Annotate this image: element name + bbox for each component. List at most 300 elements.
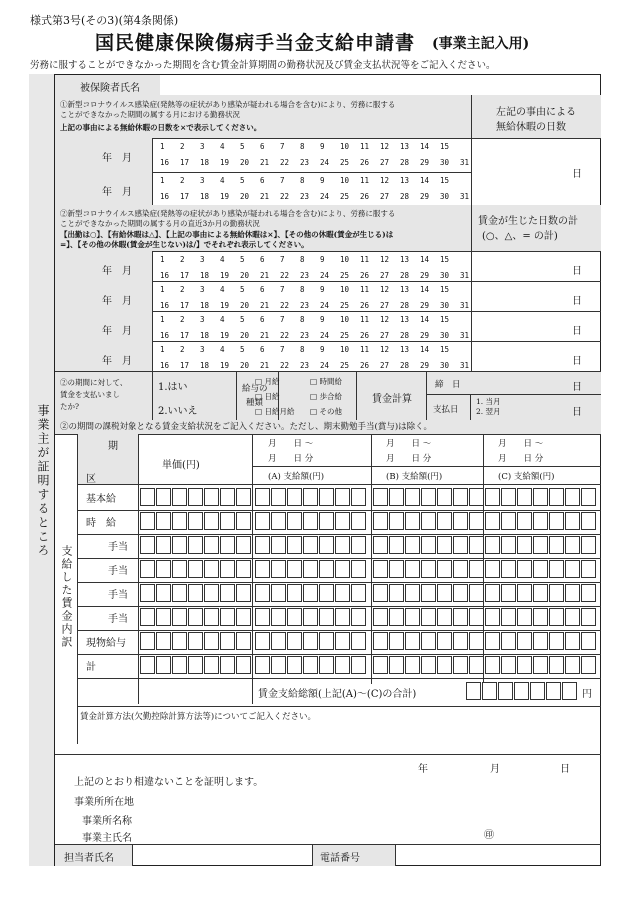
unit-price-digit-box[interactable] [220,536,235,554]
amount-digit-box[interactable] [565,608,580,626]
amount-digit-box[interactable] [581,656,596,674]
unit-price-digit-box[interactable] [140,584,155,602]
amount-digit-box[interactable] [565,488,580,506]
amount-digit-box[interactable] [533,608,548,626]
amount-digit-box[interactable] [319,632,334,650]
rule-line [152,372,153,420]
section2-note: 【出勤は○】、【有給休暇は△】、【上記の事由による無給休暇は×】、【その他の休暇(賃金が生じる)は [60,230,394,239]
amount-digit-box[interactable] [319,512,334,530]
days-row-2[interactable]: 16 17 18 19 20 21 22 23 24 25 26 27 28 29 30 31 [160,192,470,201]
amount-digit-box[interactable] [437,536,452,554]
days-row-1[interactable]: 1 2 3 4 5 6 7 8 9 10 11 12 13 14 15 [160,142,450,151]
unit-price-digit-box[interactable] [188,584,203,602]
amount-digit-box[interactable] [303,536,318,554]
amount-digit-box[interactable] [501,656,516,674]
amount-digit-box[interactable] [271,608,286,626]
amount-digit-box[interactable] [453,488,468,506]
unit-price-digit-box[interactable] [172,488,187,506]
sidebar [29,74,55,866]
amount-digit-box[interactable] [405,608,420,626]
amount-digit-box[interactable] [335,584,350,602]
amount-digit-box[interactable] [453,656,468,674]
unit-price-digit-box[interactable] [220,584,235,602]
month-label: 年 月 [102,153,132,164]
amount-digit-box[interactable] [421,608,436,626]
amount-digit-box[interactable] [517,632,532,650]
amount-digit-box[interactable] [255,632,270,650]
unit-price-digit-box[interactable] [140,512,155,530]
amount-digit-box[interactable] [485,584,500,602]
amount-digit-box[interactable] [421,632,436,650]
month-label: 年 月 [102,356,132,367]
amount-digit-box[interactable] [533,512,548,530]
days-row-1[interactable]: 1 2 3 4 5 6 7 8 9 10 11 12 13 14 15 [160,176,450,185]
amount-digit-box[interactable] [533,584,548,602]
rule-line [78,706,601,707]
amount-digit-box[interactable] [469,536,484,554]
section2-right-label: (○、△、= の計) [482,231,558,242]
total-digit-box[interactable] [466,682,481,700]
amount-digit-box[interactable] [389,536,404,554]
amount-digit-box[interactable] [437,512,452,530]
amount-digit-box[interactable] [485,488,500,506]
amount-digit-box[interactable] [373,488,388,506]
amount-digit-box[interactable] [501,584,516,602]
amount-digit-box[interactable] [421,488,436,506]
amount-digit-box[interactable] [335,560,350,578]
amount-digit-box[interactable] [469,584,484,602]
amount-digit-box[interactable] [287,656,302,674]
amount-digit-box[interactable] [565,656,580,674]
amount-digit-box[interactable] [437,608,452,626]
section2-text: ことができなかった期間の属する月の直近3か月の勤務状況 [60,219,260,228]
amount-digit-box[interactable] [517,488,532,506]
amount-digit-box[interactable] [351,632,366,650]
rule-line [78,654,601,655]
amount-digit-box[interactable] [287,512,302,530]
rule-line [78,558,601,559]
amount-digit-box[interactable] [485,536,500,554]
amount-digit-box[interactable] [453,536,468,554]
amount-digit-box[interactable] [453,512,468,530]
wage-row-label: 手当 [108,590,128,601]
unit-price-digit-box[interactable] [188,512,203,530]
amount-digit-box[interactable] [351,512,366,530]
unit-price-digit-box[interactable] [172,584,187,602]
amount-digit-box[interactable] [271,536,286,554]
amount-digit-box[interactable] [303,512,318,530]
unit-price-digit-box[interactable] [204,608,219,626]
amount-digit-box[interactable] [485,632,500,650]
amount-digit-box[interactable] [469,560,484,578]
unit-price-digit-box[interactable] [156,656,171,674]
total-digit-box[interactable] [546,682,561,700]
amount-digit-box[interactable] [335,656,350,674]
wage-row-label: 基本給 [86,494,116,505]
amount-digit-box[interactable] [549,632,564,650]
unit-price-digit-box[interactable] [172,632,187,650]
unit-price-digit-box[interactable] [172,560,187,578]
unit-price-digit-box[interactable] [188,536,203,554]
amount-digit-box[interactable] [437,632,452,650]
unit-price-digit-box[interactable] [236,512,251,530]
amount-digit-box[interactable] [351,536,366,554]
amount-digit-box[interactable] [469,512,484,530]
days-row-1[interactable]: 1 2 3 4 5 6 7 8 9 10 11 12 13 14 15 [160,315,450,324]
unit-price-digit-box[interactable] [220,608,235,626]
calc-method-field[interactable] [80,724,598,754]
unit-price-digit-box[interactable] [204,584,219,602]
unit-price-digit-box[interactable] [236,632,251,650]
amount-digit-box[interactable] [485,656,500,674]
amount-digit-box[interactable] [335,488,350,506]
amount-digit-box[interactable] [303,656,318,674]
unit-price-digit-box[interactable] [236,656,251,674]
payment-question: 賃金を支払いまし [60,390,120,399]
unit-price-digit-box[interactable] [140,632,155,650]
amount-digit-box[interactable] [421,560,436,578]
amount-digit-box[interactable] [255,584,270,602]
amount-digit-box[interactable] [421,584,436,602]
amount-digit-box[interactable] [351,656,366,674]
amount-digit-box[interactable] [405,488,420,506]
pay-day-label: 支払日 [433,405,459,415]
insured-name-label: 被保険者氏名 [80,83,140,94]
unit-price-digit-box[interactable] [172,536,187,554]
amount-digit-box[interactable] [453,632,468,650]
unit-price-digit-box[interactable] [140,536,155,554]
unit-price-digit-box[interactable] [220,632,235,650]
amount-digit-box[interactable] [549,512,564,530]
period-range: 月 日 分 [386,454,432,464]
amount-digit-box[interactable] [271,632,286,650]
amount-digit-box[interactable] [373,656,388,674]
rule-line [252,434,253,704]
total-digit-box[interactable] [498,682,513,700]
unit-price-digit-box[interactable] [188,632,203,650]
amount-digit-box[interactable] [405,632,420,650]
amount-digit-box[interactable] [421,656,436,674]
amount-digit-box[interactable] [565,560,580,578]
wage-side-label: 支給した賃金内訳 [60,545,73,649]
amount-digit-box[interactable] [533,560,548,578]
unit-price-digit-box[interactable] [236,608,251,626]
payment-yes: 1.はい [158,382,188,393]
rule-line [78,534,601,535]
amount-digit-box[interactable] [271,584,286,602]
section1-text: ①新型コロナウイルス感染症(発熱等の症状があり感染が疑われる場合を含む)により、労務に服する [60,100,396,109]
amount-digit-box[interactable] [351,488,366,506]
amount-digit-box[interactable] [287,536,302,554]
amount-digit-box[interactable] [437,584,452,602]
unit-price-digit-box[interactable] [188,488,203,506]
amount-digit-box[interactable] [517,560,532,578]
days-row-1[interactable]: 1 2 3 4 5 6 7 8 9 10 11 12 13 14 15 [160,345,450,354]
amount-digit-box[interactable] [469,488,484,506]
unit-price-digit-box[interactable] [236,584,251,602]
month-label: 年 月 [102,187,132,198]
amount-digit-box[interactable] [389,560,404,578]
amount-digit-box[interactable] [517,656,532,674]
amount-digit-box[interactable] [421,512,436,530]
section1-note: 上記の事由による無給休暇の日数を×で表示してください。 [60,123,262,132]
amount-digit-box[interactable] [389,608,404,626]
wage-row-label: 現物給与 [86,638,126,649]
days-row-2[interactable]: 16 17 18 19 20 21 22 23 24 25 26 27 28 29 30 31 [160,158,470,167]
amount-digit-box[interactable] [303,560,318,578]
amount-digit-box[interactable] [335,632,350,650]
amount-digit-box[interactable] [405,512,420,530]
day-unit: 日 [572,326,582,337]
amount-digit-box[interactable] [303,608,318,626]
unit-price-digit-box[interactable] [140,656,155,674]
unit-price-digit-box[interactable] [156,608,171,626]
phone-field[interactable] [397,846,599,864]
day-unit: 日 [572,356,582,367]
rule-line [371,434,372,684]
amount-digit-box[interactable] [389,584,404,602]
unit-price-digit-box[interactable] [140,488,155,506]
amount-digit-box[interactable] [517,608,532,626]
amount-digit-box[interactable] [373,536,388,554]
amount-digit-box[interactable] [389,632,404,650]
amount-digit-box[interactable] [549,560,564,578]
amount-digit-box[interactable] [255,488,270,506]
payment-question: たか? [60,402,80,411]
amount-digit-box[interactable] [351,560,366,578]
unit-price-digit-box[interactable] [236,536,251,554]
period-range: 月 日 分 [498,454,544,464]
amount-digit-box[interactable] [485,512,500,530]
pay-option: 2. 翌月 [476,407,501,416]
amount-digit-box[interactable] [581,512,596,530]
rule-line [152,341,153,375]
amount-digit-box[interactable] [303,584,318,602]
amount-digit-box[interactable] [373,512,388,530]
amount-digit-box[interactable] [501,608,516,626]
amount-digit-box[interactable] [581,536,596,554]
amount-digit-box[interactable] [453,608,468,626]
amount-digit-box[interactable] [565,536,580,554]
unit-price-digit-box[interactable] [204,656,219,674]
unit-price-digit-box[interactable] [236,488,251,506]
unit-price-digit-box[interactable] [204,488,219,506]
days-row-1[interactable]: 1 2 3 4 5 6 7 8 9 10 11 12 13 14 15 [160,255,450,264]
unit-price-digit-box[interactable] [156,632,171,650]
amount-digit-box[interactable] [255,560,270,578]
unit-price-digit-box[interactable] [220,560,235,578]
amount-digit-box[interactable] [405,584,420,602]
unit-price-digit-box[interactable] [156,536,171,554]
rule-line [236,372,237,420]
rule-line [152,138,153,172]
rule-line [395,844,396,866]
amount-digit-box[interactable] [287,584,302,602]
amount-digit-box[interactable] [319,656,334,674]
unit-price-digit-box[interactable] [204,536,219,554]
amount-digit-box[interactable] [469,656,484,674]
amount-digit-box[interactable] [517,512,532,530]
rule-line [356,372,357,420]
amount-digit-box[interactable] [405,656,420,674]
amount-digit-box[interactable] [255,656,270,674]
amount-digit-box[interactable] [373,632,388,650]
amount-digit-box[interactable] [533,632,548,650]
total-label: 賃金支給総額(上記(A)〜(C)の合計) [258,689,417,700]
amount-digit-box[interactable] [485,608,500,626]
amount-digit-box[interactable] [581,584,596,602]
total-digit-box[interactable] [482,682,497,700]
unit-price-digit-box[interactable] [140,608,155,626]
days-row-2[interactable]: 16 17 18 19 20 21 22 23 24 25 26 27 28 29 30 31 [160,331,470,340]
unit-price-digit-box[interactable] [172,608,187,626]
amount-digit-box[interactable] [319,488,334,506]
amount-digit-box[interactable] [469,632,484,650]
amount-digit-box[interactable] [373,584,388,602]
amount-digit-box[interactable] [303,488,318,506]
amount-digit-box[interactable] [501,536,516,554]
period-label: 期 [108,441,118,452]
amount-digit-box[interactable] [549,536,564,554]
days-row-2[interactable]: 16 17 18 19 20 21 22 23 24 25 26 27 28 29 30 31 [160,271,470,280]
wage-type-option: □ 日給月給 [255,407,295,416]
unit-price-digit-box[interactable] [204,632,219,650]
amount-digit-box[interactable] [271,560,286,578]
amount-digit-box[interactable] [533,656,548,674]
amount-digit-box[interactable] [549,488,564,506]
amount-digit-box[interactable] [287,608,302,626]
amount-digit-box[interactable] [255,512,270,530]
unit-price-digit-box[interactable] [220,488,235,506]
days-row-2[interactable]: 16 17 18 19 20 21 22 23 24 25 26 27 28 29 30 31 [160,361,470,370]
unit-price-digit-box[interactable] [172,656,187,674]
amount-digit-box[interactable] [565,632,580,650]
days-row-1[interactable]: 1 2 3 4 5 6 7 8 9 10 11 12 13 14 15 [160,285,450,294]
amount-digit-box[interactable] [581,632,596,650]
unit-price-digit-box[interactable] [204,560,219,578]
amount-digit-box[interactable] [373,608,388,626]
rule-line [152,251,153,285]
amount-digit-box[interactable] [319,560,334,578]
unit-price-digit-box[interactable] [156,560,171,578]
unit-price-digit-box[interactable] [188,656,203,674]
amount-digit-box[interactable] [271,512,286,530]
amount-digit-box[interactable] [549,584,564,602]
days-row-2[interactable]: 16 17 18 19 20 21 22 23 24 25 26 27 28 29 30 31 [160,301,470,310]
amount-digit-box[interactable] [469,608,484,626]
owner-name-label: 事業主氏名 [82,833,132,844]
amount-digit-box[interactable] [501,560,516,578]
unit-price-digit-box[interactable] [236,560,251,578]
amount-digit-box[interactable] [335,536,350,554]
amount-digit-box[interactable] [287,488,302,506]
amount-digit-box[interactable] [389,512,404,530]
month-label: 年 月 [102,266,132,277]
section2-note: =】、【その他の休暇(賃金が生じない)は/】でそれぞれ表示してください。 [60,240,309,249]
amount-digit-box[interactable] [533,536,548,554]
amount-digit-box[interactable] [319,536,334,554]
wage-row-label: 手当 [108,614,128,625]
total-digit-box[interactable] [530,682,545,700]
amount-digit-box[interactable] [319,584,334,602]
amount-digit-box[interactable] [335,608,350,626]
rule-line [152,311,153,345]
amount-digit-box[interactable] [581,560,596,578]
amount-digit-box[interactable] [271,488,286,506]
amount-digit-box[interactable] [437,488,452,506]
amount-digit-box[interactable] [389,656,404,674]
amount-digit-box[interactable] [437,560,452,578]
amount-digit-box[interactable] [565,512,580,530]
amount-digit-box[interactable] [549,656,564,674]
amount-digit-box[interactable] [501,632,516,650]
amount-digit-box[interactable] [501,512,516,530]
amount-digit-box[interactable] [271,656,286,674]
amount-digit-box[interactable] [517,584,532,602]
amount-digit-box[interactable] [421,536,436,554]
amount-digit-box[interactable] [565,584,580,602]
insured-name-field[interactable] [0,0,439,18]
amount-digit-box[interactable] [373,560,388,578]
unit-price-digit-box[interactable] [156,512,171,530]
amount-digit-box[interactable] [405,536,420,554]
amount-digit-box[interactable] [405,560,420,578]
amount-digit-box[interactable] [255,536,270,554]
unit-price-digit-box[interactable] [156,584,171,602]
section2-right-label: 賃金が生じた日数の計 [478,216,578,227]
total-digit-box[interactable] [514,682,529,700]
office-name-label: 事業所名称 [82,816,132,827]
unit-price-digit-box[interactable] [140,560,155,578]
amount-digit-box[interactable] [453,560,468,578]
unit-price-digit-box[interactable] [172,512,187,530]
amount-digit-box[interactable] [319,608,334,626]
total-digit-box[interactable] [562,682,577,700]
amount-digit-box[interactable] [453,584,468,602]
amount-digit-box[interactable] [581,608,596,626]
amount-digit-box[interactable] [303,632,318,650]
wage-row-label: 時 給 [86,518,116,529]
unit-price-digit-box[interactable] [188,560,203,578]
amount-digit-box[interactable] [351,608,366,626]
amount-digit-box[interactable] [485,560,500,578]
amount-digit-box[interactable] [335,512,350,530]
rule-line [78,606,601,607]
unit-price-digit-box[interactable] [204,512,219,530]
amount-digit-box[interactable] [501,488,516,506]
amount-digit-box[interactable] [533,488,548,506]
amount-digit-box[interactable] [351,584,366,602]
unit-price-digit-box[interactable] [156,488,171,506]
unit-price-digit-box[interactable] [220,512,235,530]
amount-digit-box[interactable] [549,608,564,626]
unit-price-digit-box[interactable] [188,608,203,626]
cert-day: 日 [560,764,570,775]
form-number: 様式第3号(その3)(第4条関係) [30,14,179,27]
amount-digit-box[interactable] [287,560,302,578]
contact-name-field[interactable] [134,846,310,864]
unit-price-digit-box[interactable] [220,656,235,674]
amount-digit-box[interactable] [389,488,404,506]
amount-digit-box[interactable] [517,536,532,554]
period-range: 月 日 〜 [268,439,314,449]
unit-price-label: 単価(円) [162,460,200,471]
amount-digit-box[interactable] [255,608,270,626]
sidebar-label: 事業主が証明するところ [36,404,50,558]
amount-digit-box[interactable] [437,656,452,674]
amount-digit-box[interactable] [287,632,302,650]
amount-digit-box[interactable] [581,488,596,506]
